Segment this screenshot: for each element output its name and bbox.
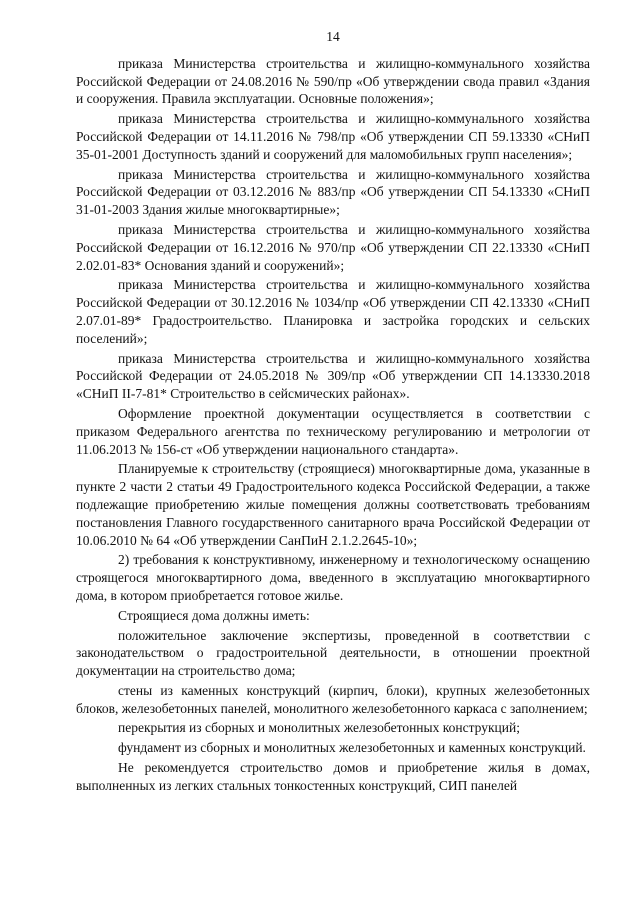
paragraph-order-590: приказа Министерства строительства и жилищно-коммунального хозяйства Российской Федерации от 24.08.2016 № 590/пр «Об утверждении свода правил «Здания и сооружения. Правила эксплуатации. Основные положения»; <box>76 55 590 107</box>
paragraph-order-309: приказа Министерства строительства и жилищно-коммунального хозяйства Российской Федерации от 24.05.2018 № 309/пр «Об утверждении СП 14.13330.2018 «СНиП II-7-81* Строительство в сейсмических районах». <box>76 350 590 402</box>
list-item-floors: перекрытия из сборных и монолитных железобетонных конструкций; <box>118 720 520 736</box>
page-number: 14 <box>326 29 340 44</box>
paragraph-order-1034: приказа Министерства строительства и жилищно-коммунального хозяйства Российской Федерации от 30.12.2016 № 1034/пр «Об утверждении СП 42.13330 «СНиП 2.07.01-89* Градостроительство. Планировка и застройка городских и сельских поселений»; <box>76 277 590 346</box>
document-page <box>76 28 590 797</box>
paragraph-order-970: приказа Министерства строительства и жилищно-коммунального хозяйства Российской Федерации от 16.12.2016 № 970/пр «Об утверждении СП 22.13330 «СНиП 2.02.01-83* Основания зданий и сооружений»; <box>76 221 590 273</box>
list-item-foundation: фундамент из сборных и монолитных железобетонных и каменных конструкций. <box>118 740 586 756</box>
paragraph-sanitary-requirements: Планируемые к строительству (строящиеся) многоквартирные дома, указанные в пункте 2 части 2 статьи 49 Градостроительного кодекса Российской Федерации, а также подлежащие приобретению жилые помещения должны соответствовать требованиям постановления Главного государственного санитарного врача Российской Федерации от 10.06.2010 № 64 «Об утверждении СанПиН 2.1.2.2645-10»; <box>76 461 590 548</box>
paragraph-not-recommended: Не рекомендуется строительство домов и приобретение жилья в домах, выполненных из легких стальных тонкостенных конструкций, СИП панелей <box>76 760 590 793</box>
paragraph-order-883: приказа Министерства строительства и жилищно-коммунального хозяйства Российской Федерации от 03.12.2016 № 883/пр «Об утверждении СП 54.13330 «СНиП 31-01-2003 Здания жилые многоквартирные»; <box>76 166 590 218</box>
list-item-expertise: положительное заключение экспертизы, проведенной в соответствии с законодательством о градостроительной деятельности, в отношении проектной документации на строительство дома; <box>76 627 590 679</box>
paragraph-houses-must-have: Строящиеся дома должны иметь: <box>118 607 310 623</box>
list-item-walls: стены из каменных конструкций (кирпич, блоки), крупных железобетонных блоков, железобетонных панелей, монолитного железобетонного каркаса с заполнением; <box>76 682 590 716</box>
paragraph-documentation-format: Оформление проектной документации осуществляется в соответствии с приказом Федерального агентства по техническому регулированию и метрологии от 11.06.2013 № 156-ст «Об утверждении национального стандарта». <box>76 405 590 457</box>
paragraph-order-798: приказа Министерства строительства и жилищно-коммунального хозяйства Российской Федерации от 14.11.2016 № 798/пр «Об утверждении СП 59.13330 «СНиП 35-01-2001 Доступность зданий и сооружений для маломобильных групп населения»; <box>76 111 590 162</box>
paragraph-requirements-2: 2) требования к конструктивному, инженерному и технологическому оснащению строящегося многоквартирного дома, введенного в эксплуатацию многоквартирного дома, в котором приобретается готовое жилье. <box>76 552 590 603</box>
